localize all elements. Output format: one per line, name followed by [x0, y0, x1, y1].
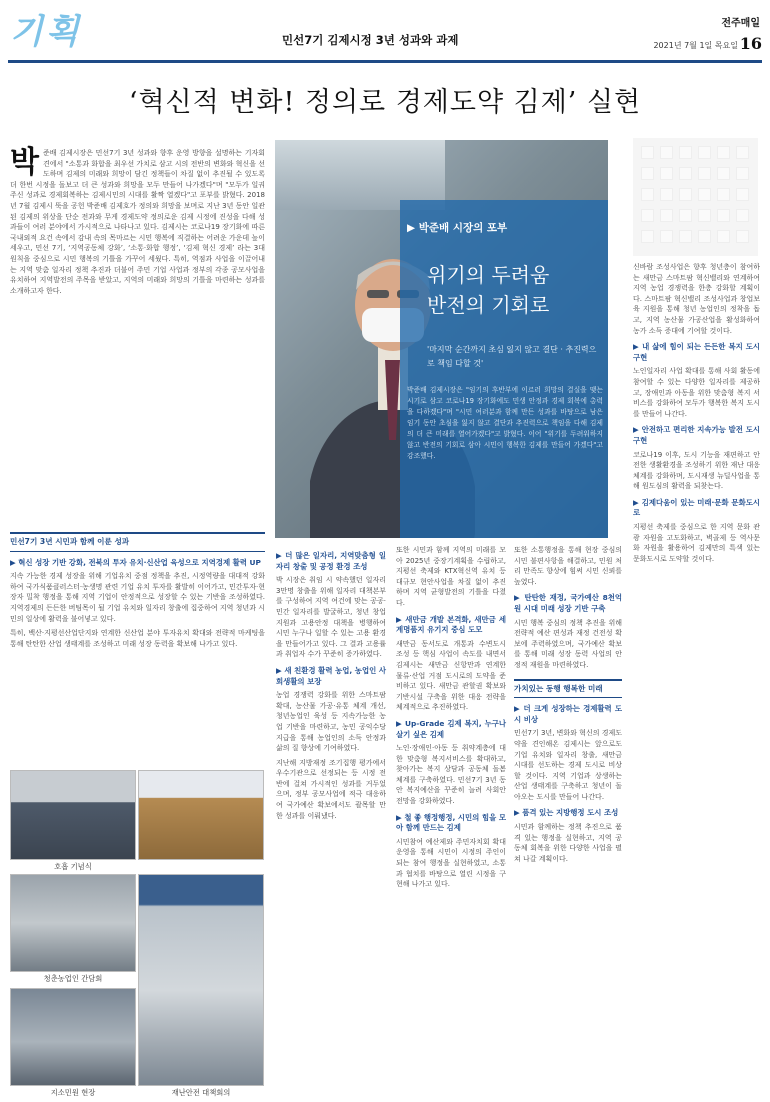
col4b-subhead-2: ▶ 품격 있는 지방행정 도시 조성: [514, 808, 619, 818]
building-window: [698, 230, 711, 243]
feature-title-line2: 반전의 기회로: [427, 293, 550, 317]
building-window: [660, 209, 673, 222]
building-window: [717, 230, 730, 243]
lead-article: [10, 145, 265, 296]
building-window: [736, 188, 749, 201]
col5-text-4: 지평선 축제를 중심으로 한 지역 문화 관광 자원을 고도화하고, 벽골제 등 역사문화 자원을 활용하여 김제만의 특색 있는 문화도시로 도약할 것이다.: [633, 523, 760, 563]
building-window: [698, 146, 711, 159]
publication-date: 2021년 7월 1일 목요일: [653, 41, 738, 50]
column-five: [633, 262, 760, 564]
photo-caption-2: 청춘농업인 간담회: [43, 974, 103, 983]
photo-caption-3: 지소민원 현장: [50, 1088, 96, 1097]
mid-text-2: 농업 경쟁력 강화를 위한 스마트팜 확대, 농산물 가공·유통 체계 개선, 청년농업인 육성 등 지속가능한 농업 기반을 마련하고, 농민 공익수당 지급을 통해 농업인의 소득 안정과 삶의 질 향상에 기여하였다.: [276, 691, 386, 753]
building-window: [660, 167, 673, 180]
col5-text-3: 코로나19 이후, 도시 기능을 재편하고 안전한 생활환경을 조성하기 위한 재난 대응 체계를 강화하며, 도시재생 뉴딜사업을 통해 원도심의 활력을 되찾는다.: [633, 450, 760, 491]
building-window: [679, 209, 692, 222]
photo-caption-1: 호흡 기념식: [54, 862, 92, 871]
building-window: [679, 167, 692, 180]
feature-interview: [275, 140, 608, 538]
building-window: [641, 167, 654, 180]
middle-column: [276, 545, 386, 821]
col3-text-2: 새만금 동서도로 개통과 수변도시 조성 등 핵심 사업이 속도를 내면서 김제시는 새만금 신항만과 연계한 물류·산업 거점 도시로의 도약을 준비하고 있다. 새만금 관할권 확보와 기반시설 구축을 위한 대응 전략을 체계적으로 추진하였다.: [396, 639, 506, 712]
photo-construction: [138, 770, 264, 860]
lead-text: 준배 김제시장은 민선7기 3년 성과와 향후 운영 방향을 설명하는 기자회견에서 "소통과 화합을 최우선 가치로 삼고 시의 전반의 변화와 혁신을 선도하며 김제의 미래와 희망이 담긴 정책들이 차질 없이 추진될 수 있도록 더 한번 시정을 돌보고 더 큰 성과와 희망을 모두 만들어 나가겠다"며 "모두가 일궈주신 성과로 경제회복하는 김제시민의 시대를 활짝 열겠다"고 포부를 밝혔다. 2018년 7월 김제시 뚝을 공헌 박준배 김제호가 정의와 희망을 보며로 지난 3년 동안 일관된 김제의 위상을 단순 전과와 무게 경제도약 정의로운 김제 시정에 진성을 다해 성과들이 여러 분야에서 가시적으로 나타나고 있다. 김제시는 코로나19 장기화에 따른 국내외적 요건 속에서 감내 속의 목마르는 시민 행복에 직결하는 어려운 가운데 높이 세우고, 민선 7기, ‘지역공동체 강화’, ‘소통·화합 행정’, ‘김제 혁신 경제’ 라는 3대 원칙을 중심으로 시민 행복의 기틀을 가꾸어 세웠다. 특히, 역점과 사업을 이끌어내는 지역 맞춤 일자리 정책 추진과 더불어 주민 기업 사업과 정부의 각종 공모사업을 유치하여 지역발전의 주목을 받았고, 지역의 미래와 희망의 기틀을 마련하는 성과를 소개하고자 한다.: [10, 149, 265, 295]
building-window: [717, 188, 730, 201]
building-window: [641, 230, 654, 243]
mid-subhead-2: ▶ 새 친환경 활력 농업, 농업인 사회생활의 보장: [276, 665, 386, 686]
building-window: [717, 209, 730, 222]
col3-subhead-4: ▶ 철 좋 행정행정, 시민의 힘을 모아 함께 만드는 김제: [396, 812, 506, 833]
feature-body: 박준배 김제시장은 "임기의 후반부에 이르러 희망의 결실을 맺는 시기로 삼고 코로나19 장기화에도 민생 안정과 경제 회복에 총력을 다하겠다"며 "시민 여러분과 함께 만든 성과를 바탕으로 남은 임기 동안 초심을 잃지 않고 결단과 추진력으로 책임을 다해 김제의 더 큰 미래를 열어가겠다"고 밝혔다. 이어 "위기를 두려워하지 않고 반전의 기회로 삼아 시민이 행복한 김제를 만들어 가겠다"고 강조했다.: [407, 386, 603, 460]
building-window: [698, 188, 711, 201]
left-text-1: 지속 가능한 경제 성장을 위해 기업유치 중점 정책을 추진, 시정역량을 대대적 강화하여 국가식품클러스터·농생명 관련 기업 유치 투자를 활발히 이어가고, 민간투자·현장자 밀착 행정을 통해 지역 기업이 안정적으로 성장할 수 있는 기반을 조성하였다. 지역경제의 든든한 버팀목이 될 기업 유치와 일자리 창출에 집중하여 지역 청년과 시민의 일상에 활력을 불어넣고 있다.: [10, 572, 265, 623]
col4-text-1: 또한 소통행정을 통해 현장 중심의 시민 불편사항을 해결하고, 민원 처리 만족도 향상에 힘써 시민 신뢰를 높였다.: [514, 546, 622, 586]
page-number: 16: [739, 34, 762, 53]
col5-subhead-2: ▶ 내 삶에 힘이 되는 든든한 복지 도시 구현: [633, 342, 760, 362]
building-window: [660, 230, 673, 243]
mid-subhead-1: ▶ 더 많은 일자리, 지역맞춤형 일자리 창출 및 공정 환경 조성: [276, 551, 386, 571]
photo-ceremony: [10, 770, 136, 860]
feature-quote: '마지막 순간까지 초심 잃지 않고 결단 · 추진력으로 책임 다할 것': [427, 345, 597, 368]
left-text-2: 특히, 백산·지평선산업단지와 연계한 신산업 분야 투자유치 확대와 전략적 마케팅을 통해 탄탄한 산업 생태계를 조성하고 미래 성장 동력을 확보해 나가고 있다.: [10, 629, 265, 648]
building-window: [717, 167, 730, 180]
col5-text-1: 신바람 조성사업은 향후 청년층이 참여하는 새만금 스마트팜 혁신밸리와 연계하여 지역 농업 경쟁력을 한층 강화할 계획이다. 스마트팜 혁신밸리 조성사업과 창업보육 지원을 통해 청년 농업인의 정착을 돕고, 지역 농산물 가공산업을 활성화하여 농가 소득 증대에 기여할 것이다.: [633, 263, 760, 335]
building-window: [679, 188, 692, 201]
photo-caption-4: 재난안전 대책회의: [171, 1088, 231, 1097]
building-window: [641, 209, 654, 222]
building-window: [736, 230, 749, 243]
building-image: [633, 138, 758, 256]
photo-meeting: [10, 874, 136, 972]
col5-text-2: 노인일자리 사업 확대를 통해 사회 활동에 참여할 수 있는 다양한 일자리를 제공하고, 장애인과 아동을 위한 맞춤형 복지 서비스를 강화하여 모두가 행복한 복지 도시를 만들어 나간다.: [633, 367, 760, 418]
col3-subhead-2: ▶ 새만금 개발 본격화, 새만금 세계명품지 유기지 중심 도모: [396, 614, 506, 635]
headline: ‘혁신적 변화! 정의로 경제도약 김제’ 실현: [128, 87, 642, 118]
photo-safety-meeting: [138, 874, 264, 1086]
header-rule: [8, 60, 762, 63]
col3-subhead-3: ▶ Up-Grade 김제 복지, 누구나 살기 싶은 김제: [396, 718, 506, 739]
section-label-achievements: 민선7기 3년 시민과 함께 이룬 성과: [10, 532, 265, 552]
col4b-subhead-1: ▶ 더 크게 성장하는 경제활력 도시 비상: [514, 704, 622, 724]
building-window: [660, 188, 673, 201]
col4-subhead-2: ▶ 탄탄한 재정, 국가예산 8천억원 시대 미래 성장 기반 구축: [514, 593, 622, 613]
col5-subhead-3: ▶ 안전하고 편리한 지속가능 발전 도시 구현: [633, 425, 760, 445]
photo-site-visit: [10, 988, 136, 1086]
col4-text-2: 시민 행복 중심의 정책 추진을 위해 전략적 예산 편성과 재정 건전성 확보에 주력하였으며, 국가예산 확보를 통해 미래 성장 동력 사업의 안정적 재원을 마련하였다.: [514, 618, 622, 669]
col3-text-3: 노인·장애인·아동 등 취약계층에 대한 맞춤형 복지서비스를 확대하고, 찾아가는 복지 상담과 공동체 돌봄 체계를 구축하였다. 민선7기 3년 동안 복지예산을 꾸준히 늘려 사회안전망을 강화하였다.: [396, 744, 506, 806]
feature-title-line1: 위기의 두려움: [427, 263, 550, 287]
building-window: [717, 146, 730, 159]
feature-tag: ▶ 박준배 시장의 포부: [407, 222, 508, 234]
building-window: [736, 209, 749, 222]
building-window: [679, 230, 692, 243]
col5-subhead-4: ▶ 김제다움이 있는 미래·문화 문화도시로: [633, 497, 760, 518]
feature-title: [427, 260, 549, 320]
building-window: [641, 188, 654, 201]
mid-text-3: 지난해 지방재정 조기집행 평가에서 우수기관으로 선정되는 등 시정 전반에 걸쳐 가시적인 성과를 거두었으며, 정부 공모사업에 적극 대응하여 국가예산 확보에서도 괄목할 만한 성과를 이뤄냈다.: [276, 758, 386, 820]
col4b-text-1: 민선7기 3년, 변화와 혁신의 경제도약을 견인해온 김제시는 앞으로도 기업 유치와 일자리 창출, 새만금 시대를 선도하는 경제 도시로 비상할 것이다. 지역 기업과 상생하는 산업 생태계를 구축하고 청년이 돌아오는 도시를 만들어 나간다.: [514, 729, 622, 801]
col4b-text-2: 시민과 함께하는 정책 추진으로 품격 있는 행정을 실현하고, 지역 공동체 회복을 위한 다양한 사업을 펼쳐 나갈 계획이다.: [514, 823, 622, 863]
col3-text-4: 시민참여 예산제와 주민자치회 확대 운영을 통해 시민이 시정의 주인이 되는 참여 행정을 실현하였고, 소통과 협치를 바탕으로 열린 시정을 구현해 나가고 있다.: [396, 837, 506, 889]
series-title: 민선7기 김제시정 3년 성과와 과제: [282, 33, 459, 47]
column-three: [396, 545, 506, 890]
column-four: [514, 545, 622, 864]
left-column: [10, 532, 265, 649]
building-window: [679, 146, 692, 159]
building-window: [641, 146, 654, 159]
building-window: [736, 146, 749, 159]
section-logo: 기획: [10, 12, 82, 52]
building-window: [698, 209, 711, 222]
building-window: [736, 167, 749, 180]
left-subhead-1: ▶ 혁신 성장 기반 강화, 전북의 투자 유치·신산업 육성으로 지역경제 활력 UP: [10, 557, 261, 567]
section-label-future: 가치있는 동행 행복한 미래: [514, 679, 622, 699]
building-window: [698, 167, 711, 180]
newspaper-name: 전주매일: [721, 18, 760, 29]
mid-text-1: 박 시장은 취임 시 약속했던 일자리 3만명 창출을 위해 일자리 대책본부를 구성하여 지역 여건에 맞는 공공·민간 일자리를 발굴하고, 청년 창업 지원과 고용안정 대책을 병행하여 시민 누구나 일할 수 있는 고용 환경을 만들어가고 있다. 그 결과 고용률과 취업자 수가 꾸준히 증가하였다.: [276, 576, 386, 659]
dropcap: 박: [10, 145, 39, 180]
col3-text-1: 또한 시민과 함께 지역의 미래를 모아 2025년 중장기계획을 수립하고, 지평선 축제와 KTX혁신역 유치 등 대규모 현안사업을 차질 없이 추진하며 지역 균형발전의 기틀을 다졌다.: [396, 546, 506, 607]
masthead: [0, 0, 770, 64]
building-window: [660, 146, 673, 159]
